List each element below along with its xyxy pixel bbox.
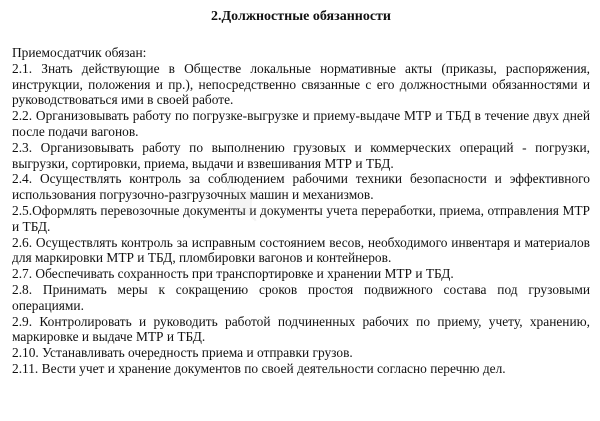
duty-item-2-6: 2.6. Осуществлять контроль за исправным состоянием весов, необходимого инвентаря и материалов для маркировки МТР и ТБД, пломбировки вагонов и контейнеров. [12,234,590,266]
section-title: 2.Должностные обязанности [211,9,391,24]
watermark-mark: ✦ [198,156,287,248]
duty-item-2-4: 2.4. Осуществлять контроль за соблюдением рабочими техники безопасности и эффективного использования погрузочно-разгрузочных машин и механизмов. [12,171,590,203]
duties-list [12,61,590,377]
duty-item-2-8: 2.8. Принимать меры к сокращению сроков простоя подвижного состава под грузовыми операциями. [12,281,590,313]
duty-item-2-1: 2.1. Знать действующие в Обществе локальные нормативные акты (приказы, распоряжения, инструкции, положения и пр.), непосредственно связанные с его должностными обязанностями и руководствоваться ими в своей работе. [12,60,590,108]
duty-item-2-10: 2.10. Устанавливать очередность приема и отправки грузов. [12,345,353,361]
document-page [12,6,590,377]
duty-item-2-11: 2.11. Вести учет и хранение документов по своей деятельности согласно перечню дел. [12,360,506,376]
duty-item-2-9: 2.9. Контролировать и руководить работой подчиненных рабочих по приему, учету, хранению, маркировке и выдаче МТР и ТБД. [12,313,590,345]
intro-text: Приемосдатчик обязан: [12,45,147,60]
duty-item-2-3: 2.3. Организовывать работу по выполнению грузовых и коммерческих операций - погрузки, выгрузки, сортировки, приема, выдачи и взвешивания МТР и ТБД. [12,139,590,171]
duty-item-2-5: 2.5.Оформлять перевозочные документы и документы учета переработки, приема, отправления МТР и ТБД. [12,202,590,234]
duty-item-2-2: 2.2. Организовывать работу по погрузке-выгрузке и приему-выдаче МТР и ТБД в течение двух дней после подачи вагонов. [12,108,590,139]
duty-item-2-7: 2.7. Обеспечивать сохранность при транспортировке и хранении МТР и ТБД. [12,266,454,282]
